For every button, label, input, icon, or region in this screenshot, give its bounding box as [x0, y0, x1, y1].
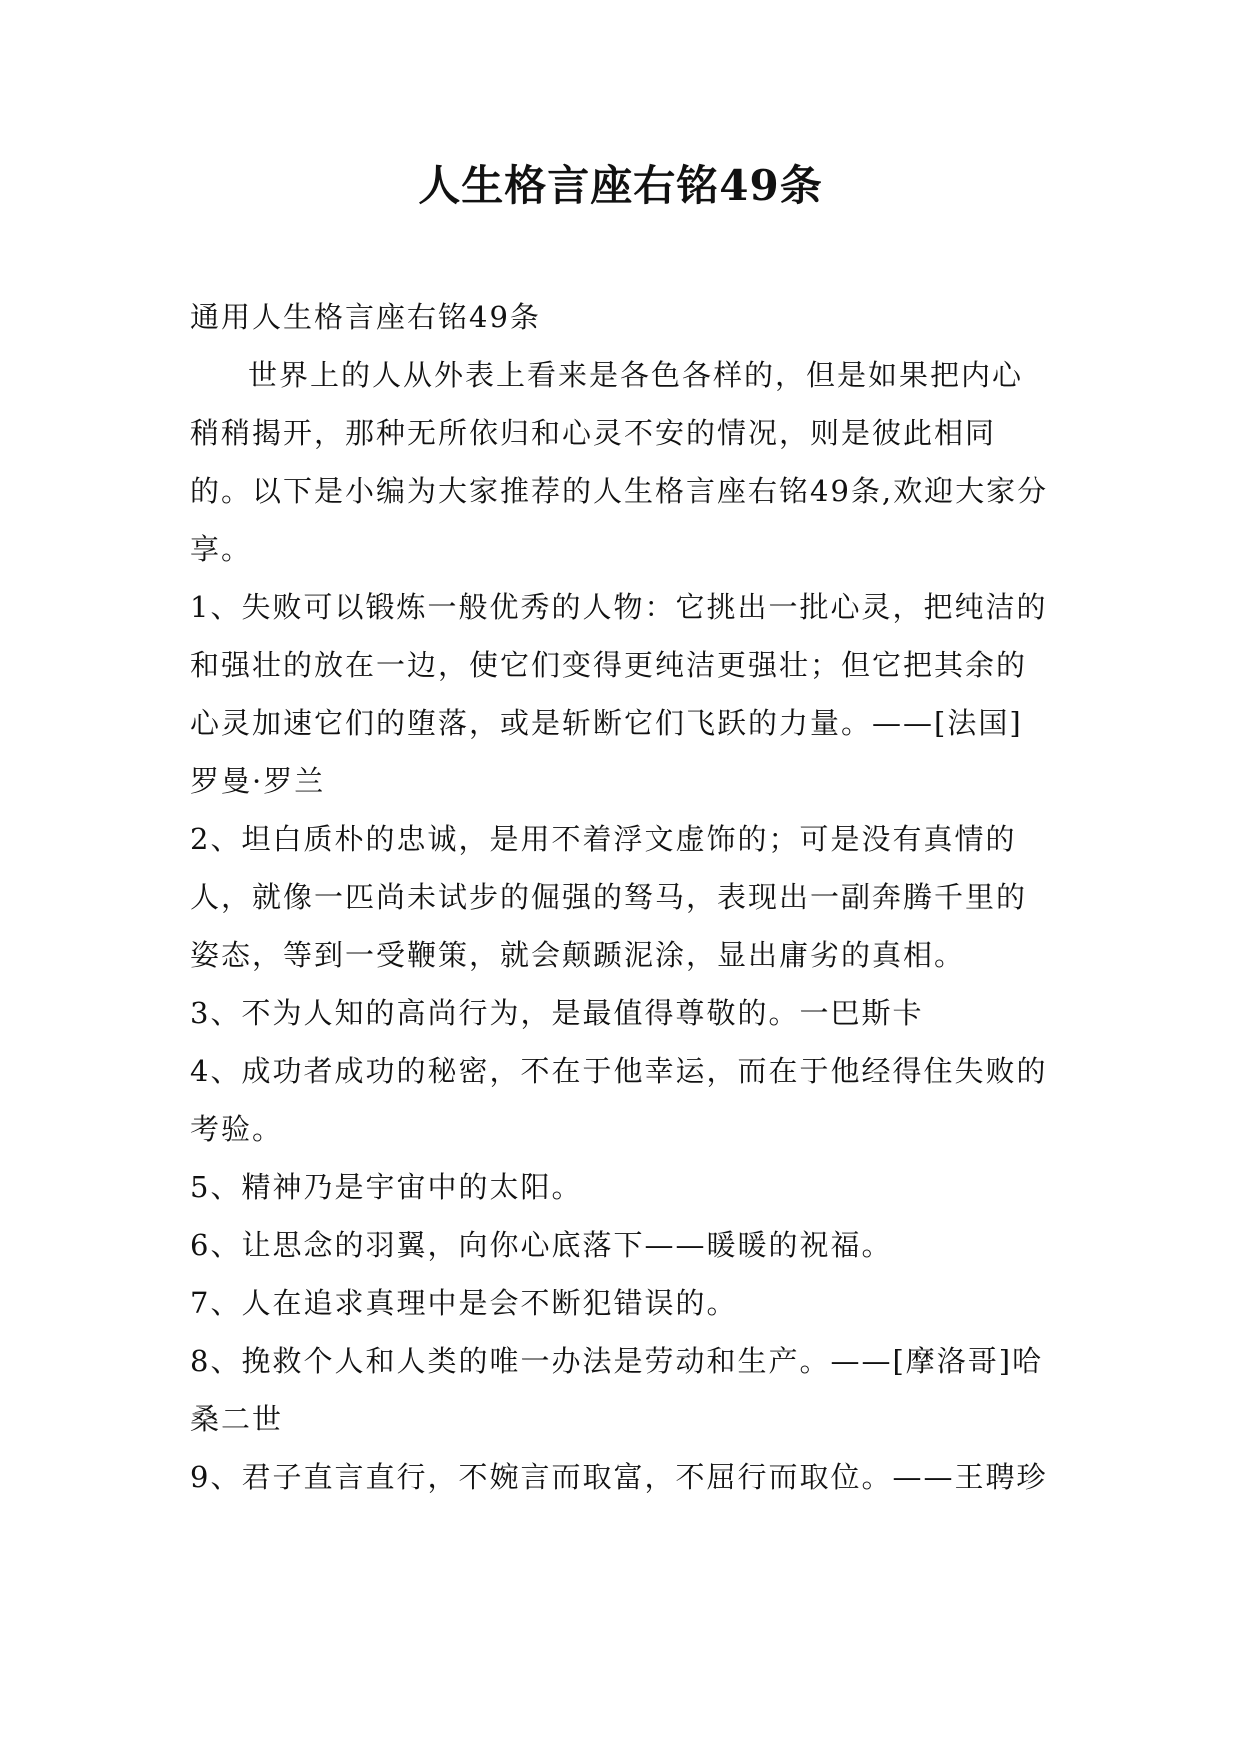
- list-item: 3、不为人知的高尚行为，是最值得尊敬的。一巴斯卡: [190, 996, 924, 1030]
- subtitle-line: 通用人生格言座右铭49条: [190, 300, 541, 334]
- list-item: 7、人在追求真理中是会不断犯错误的。: [190, 1286, 738, 1320]
- page-title: 人生格言座右铭49条: [418, 161, 823, 210]
- list-item: 2、坦白质朴的忠诚，是用不着浮文虚饰的；可是没有真情的人，就像一匹尚未试步的倔强的驽马，表现出一副奔腾千里的姿态，等到一受鞭策，就会颠踬泥涂，显出庸劣的真相。: [190, 822, 1028, 972]
- list-item: 5、精神乃是宇宙中的太阳。: [190, 1170, 583, 1204]
- list-item: 9、君子直言直行，不婉言而取富，不屈行而取位。——王聘珍: [190, 1460, 1048, 1494]
- intro-paragraph: 世界上的人从外表上看来是各色各样的，但是如果把内心稍稍揭开，那种无所依归和心灵不安的情况，则是彼此相同的。以下是小编为大家推荐的人生格言座右铭49条,欢迎大家分享。: [190, 358, 1049, 566]
- list-item: 1、失败可以锻炼一般优秀的人物：它挑出一批心灵，把纯洁的和强壮的放在一边，使它们变得更纯洁更强壮；但它把其余的心灵加速它们的堕落，或是斩断它们飞跃的力量。——[法国]罗曼·罗兰: [190, 590, 1048, 798]
- list-item: 6、让思念的羽翼，向你心底落下——暖暖的祝福。: [190, 1228, 893, 1262]
- document-body: [190, 288, 1052, 1506]
- list-item: 8、挽救个人和人类的唯一办法是劳动和生产。——[摩洛哥]哈桑二世: [190, 1344, 1044, 1436]
- list-item: 4、成功者成功的秘密，不在于他幸运，而在于他经得住失败的考验。: [190, 1054, 1048, 1146]
